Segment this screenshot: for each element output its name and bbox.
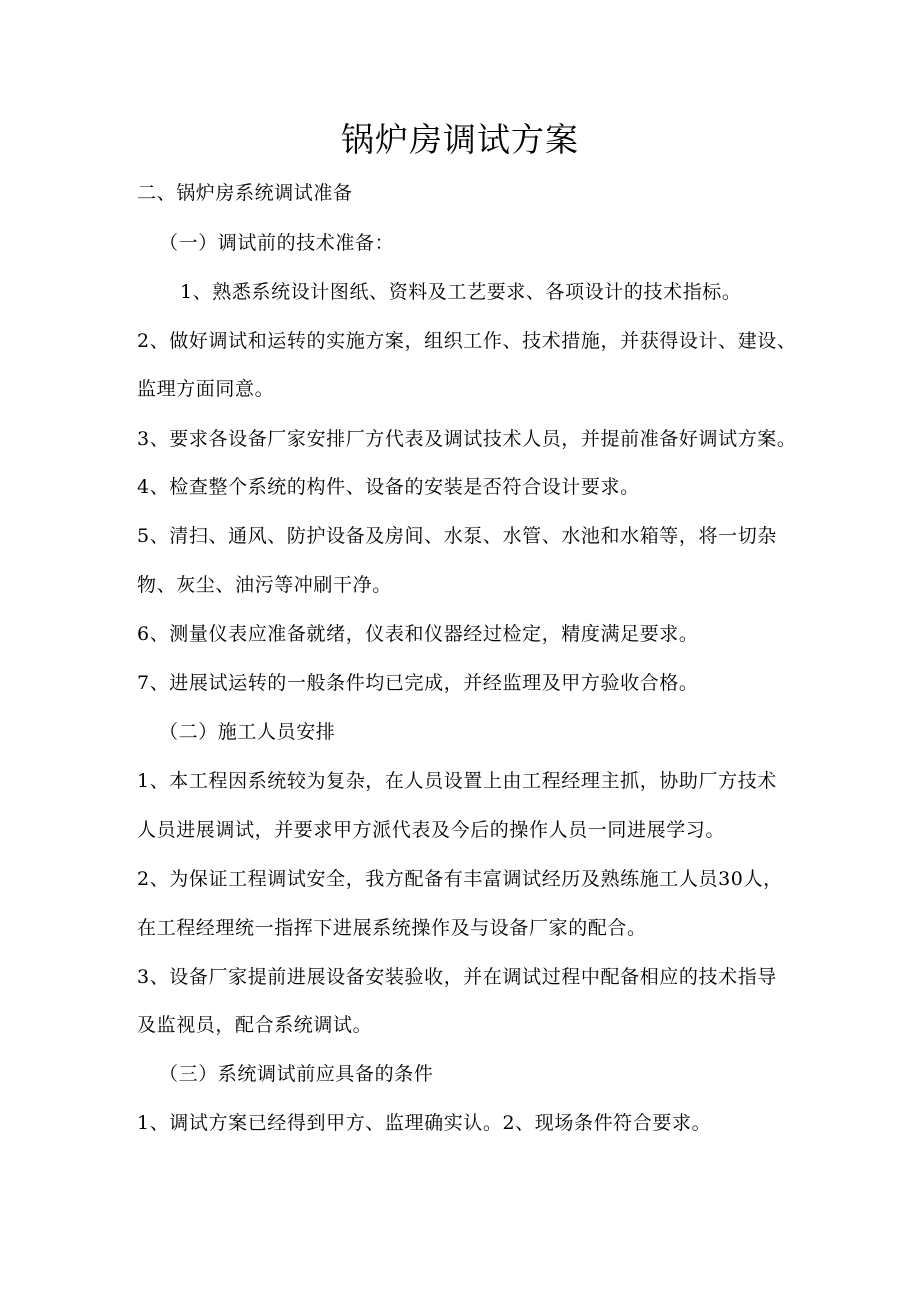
paragraph-line: 物、灰尘、油污等冲刷干净。 [137, 574, 392, 596]
section-heading: 二、锅炉房系统调试准备 [137, 182, 353, 204]
document-title: 锅炉房调试方案 [341, 120, 579, 159]
paragraph-line: 2、做好调试和运转的实施方案，组织工作、技术措施，并获得设计、建设、 [137, 330, 797, 352]
paragraph-line: 4、检查整个系统的构件、设备的安装是否符合设计要求。 [137, 476, 640, 498]
subsection-heading: （一）调试前的技术准备： [159, 232, 395, 254]
paragraph-line: 在工程经理统一指挥下进展系统操作及与设备厂家的配合。 [137, 917, 647, 939]
paragraph-line: 监理方面同意。 [137, 378, 275, 400]
paragraph-line: 1、调试方案已经得到甲方、监理确实认。2、现场条件符合要求。 [137, 1112, 712, 1134]
paragraph-line: 1、熟悉系统设计图纸、资料及工艺要求、各项设计的技术指标。 [180, 281, 742, 303]
paragraph-line: 5、清扫、通风、防护设备及房间、水泵、水管、水池和水箱等，将一切杂 [137, 525, 777, 547]
paragraph-line: 3、设备厂家提前进展设备安装验收，并在调试过程中配备相应的技术指导 [137, 966, 777, 988]
paragraph-line: 3、要求各设备厂家安排厂方代表及调试技术人员，并提前准备好调试方案。 [137, 428, 797, 450]
paragraph-line: 人员进展调试，并要求甲方派代表及今后的操作人员一同进展学习。 [137, 819, 726, 841]
paragraph-line: 7、进展试运转的一般条件均已完成，并经监理及甲方验收合格。 [137, 672, 699, 694]
paragraph-line: 6、测量仪表应准备就绪，仪表和仪器经过检定，精度满足要求。 [137, 623, 699, 645]
paragraph-line: 2、为保证工程调试安全，我方配备有丰富调试经历及熟练施工人员30人， [137, 868, 783, 890]
paragraph-line: 1、本工程因系统较为复杂，在人员设置上由工程经理主抓，协助厂方技术 [137, 770, 777, 792]
subsection-heading: （二）施工人员安排 [159, 721, 336, 743]
subsection-heading: （三）系统调试前应具备的条件 [159, 1063, 434, 1085]
paragraph-line: 及监视员，配合系统调试。 [137, 1014, 373, 1036]
